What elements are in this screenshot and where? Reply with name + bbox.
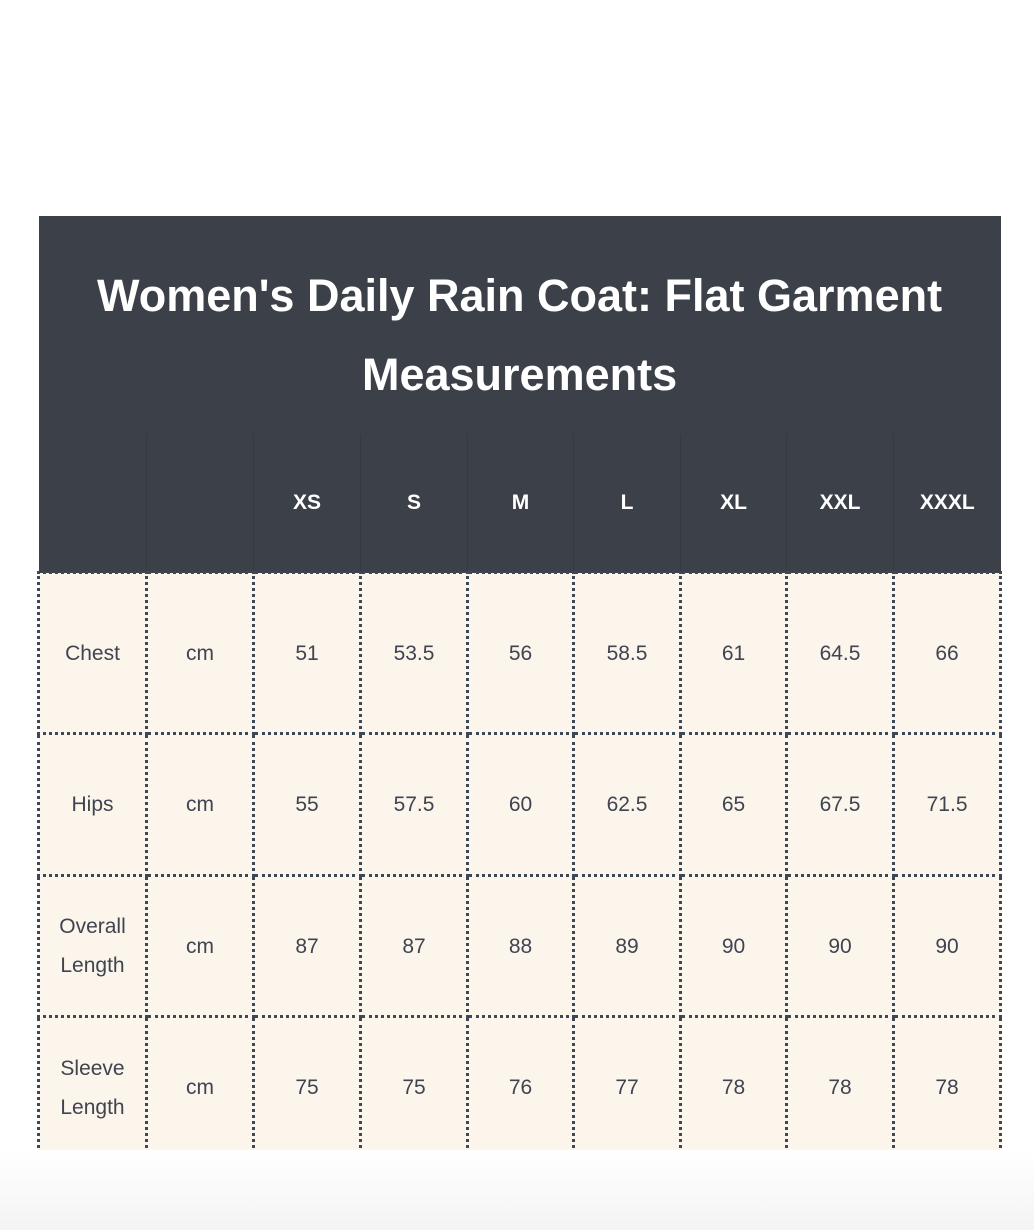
- title-row: [39, 216, 1001, 434]
- table-row-chest: [39, 573, 1001, 734]
- table-row-hips: [39, 734, 1001, 876]
- unit-cell: cm: [147, 1017, 254, 1159]
- size-chart-table: [37, 216, 1002, 1160]
- table-row-overall-length: [39, 876, 1001, 1017]
- size-header-row: [39, 434, 1001, 573]
- table-title: Women's Daily Rain Coat: Flat Garment Measurements: [39, 216, 1001, 434]
- value-cell: 78: [894, 1017, 1001, 1159]
- value-cell: 90: [894, 876, 1001, 1017]
- header-cell-s: S: [361, 434, 468, 573]
- unit-cell: cm: [147, 573, 254, 734]
- header-cell-measurement: [39, 434, 147, 573]
- value-cell: 77: [574, 1017, 681, 1159]
- value-cell: 60: [468, 734, 574, 876]
- header-cell-m: M: [468, 434, 574, 573]
- unit-cell: cm: [147, 734, 254, 876]
- row-label: Hips: [39, 734, 147, 876]
- value-cell: 58.5: [574, 573, 681, 734]
- value-cell: 57.5: [361, 734, 468, 876]
- header-cell-xs: XS: [254, 434, 361, 573]
- value-cell: 76: [468, 1017, 574, 1159]
- unit-cell: cm: [147, 876, 254, 1017]
- value-cell: 87: [361, 876, 468, 1017]
- value-cell: 55: [254, 734, 361, 876]
- value-cell: 62.5: [574, 734, 681, 876]
- bottom-fade: [0, 1150, 1034, 1230]
- value-cell: 90: [681, 876, 787, 1017]
- row-label: Overall Length: [39, 876, 147, 1017]
- value-cell: 75: [254, 1017, 361, 1159]
- value-cell: 51: [254, 573, 361, 734]
- value-cell: 66: [894, 573, 1001, 734]
- header-cell-xxxl: XXXL: [894, 434, 1001, 573]
- value-cell: 71.5: [894, 734, 1001, 876]
- value-cell: 56: [468, 573, 574, 734]
- value-cell: 67.5: [787, 734, 894, 876]
- table-row-sleeve-length: [39, 1017, 1001, 1159]
- header-cell-xxl: XXL: [787, 434, 894, 573]
- value-cell: 87: [254, 876, 361, 1017]
- value-cell: 65: [681, 734, 787, 876]
- row-label: Chest: [39, 573, 147, 734]
- header-cell-unit: [147, 434, 254, 573]
- row-label: Sleeve Length: [39, 1017, 147, 1159]
- header-cell-l: L: [574, 434, 681, 573]
- value-cell: 53.5: [361, 573, 468, 734]
- value-cell: 78: [787, 1017, 894, 1159]
- value-cell: 78: [681, 1017, 787, 1159]
- header-cell-xl: XL: [681, 434, 787, 573]
- value-cell: 64.5: [787, 573, 894, 734]
- value-cell: 61: [681, 573, 787, 734]
- value-cell: 90: [787, 876, 894, 1017]
- value-cell: 88: [468, 876, 574, 1017]
- value-cell: 75: [361, 1017, 468, 1159]
- value-cell: 89: [574, 876, 681, 1017]
